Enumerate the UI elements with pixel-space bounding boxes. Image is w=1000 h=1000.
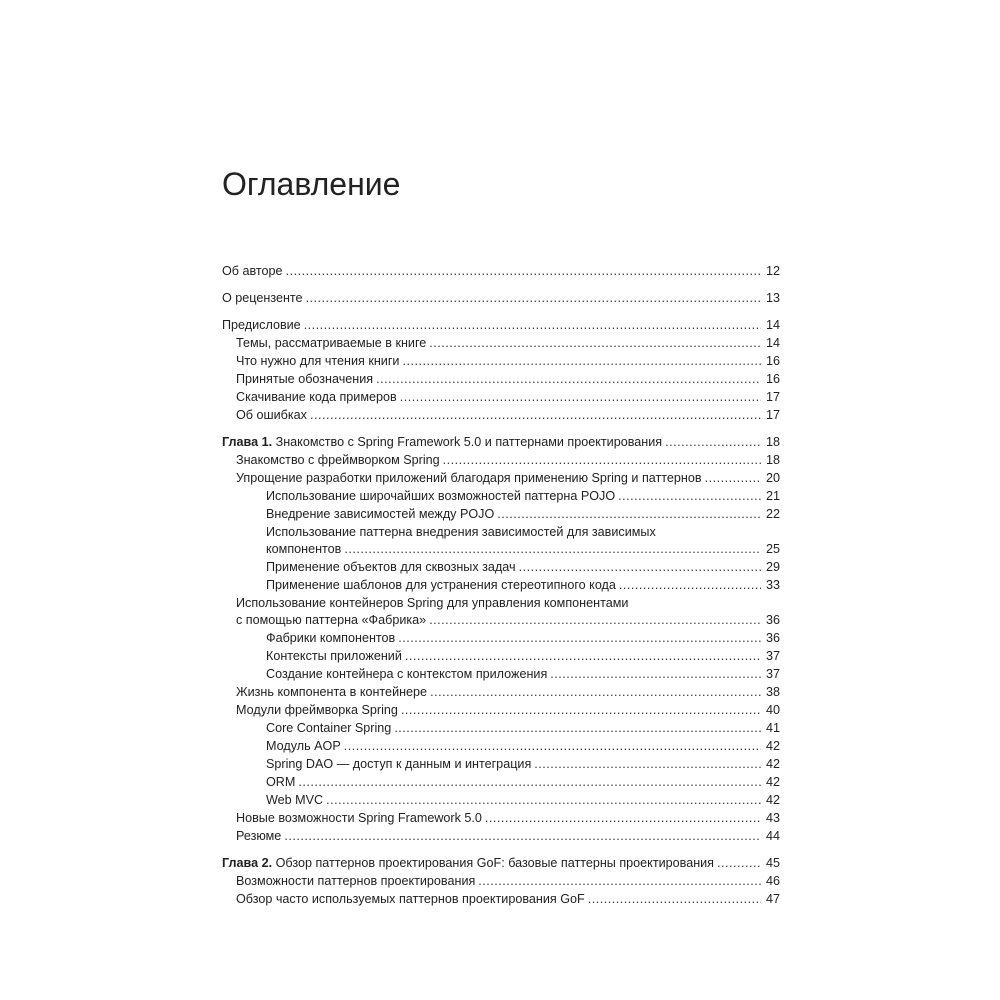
- toc-entry: [222, 629, 780, 647]
- toc-leader: [705, 469, 761, 487]
- toc-entry-title: Применение объектов для сквозных задач: [266, 560, 516, 574]
- toc-entry: [222, 334, 780, 352]
- toc-entry-page: 21: [765, 489, 780, 503]
- toc-leader: [402, 352, 761, 370]
- toc-entry-title: Жизнь компонента в контейнере: [236, 685, 428, 699]
- toc-entry: [222, 289, 780, 307]
- chapter-label: Глава 2.: [222, 856, 273, 870]
- toc-entry-title: Создание контейнера с контекстом приложения: [266, 667, 548, 681]
- toc-entry: [222, 791, 780, 809]
- toc-chapter-entry: [222, 433, 780, 451]
- toc-leader: [443, 451, 761, 469]
- toc-leader: [304, 316, 761, 334]
- toc-entry-page: 18: [765, 435, 780, 449]
- toc-entry-title: Core Container Spring: [266, 721, 392, 735]
- toc-entry-title: Возможности паттернов проектирования: [236, 874, 476, 888]
- toc-entry: [222, 872, 780, 890]
- toc-entry-title: ORM: [266, 775, 296, 789]
- toc-entry-page: 40: [765, 703, 780, 717]
- toc-entry: [222, 370, 780, 388]
- toc-entry-page: 42: [765, 739, 780, 753]
- toc-entry: [222, 505, 780, 523]
- toc-entry-line1: [222, 523, 780, 540]
- page-title: Оглавление: [222, 166, 401, 202]
- toc-entry-title-cont: с помощью паттерна «Фабрика»: [236, 613, 427, 627]
- toc-entry: [222, 683, 780, 701]
- toc-entry: [222, 647, 780, 665]
- toc-entry-page: 38: [765, 685, 780, 699]
- toc-leader: [310, 406, 761, 424]
- toc-entry-page: 29: [765, 560, 780, 574]
- toc-leader: [394, 719, 761, 737]
- toc-leader: [284, 827, 761, 845]
- toc-leader: [429, 334, 761, 352]
- toc-entry: [222, 719, 780, 737]
- toc-entry-page: 13: [765, 291, 780, 305]
- toc-leader: [665, 433, 761, 451]
- toc-leader: [550, 665, 761, 683]
- toc-entry-page: 44: [765, 829, 780, 843]
- toc-entry-page: 16: [765, 354, 780, 368]
- toc-entry-page: 16: [765, 372, 780, 386]
- toc-entry-title: Предисловие: [222, 318, 301, 332]
- toc-entry-title: Темы, рассматриваемые в книге: [236, 336, 427, 350]
- toc-entry: [222, 827, 780, 845]
- toc-entry-page: 42: [765, 775, 780, 789]
- toc-entry-title: Использование контейнеров Spring для управления компонентами: [236, 596, 629, 610]
- toc-entry-page: 18: [765, 453, 780, 467]
- toc-entry-line1: [222, 594, 780, 611]
- toc-entry: [222, 755, 780, 773]
- toc-leader: [400, 388, 761, 406]
- toc-leader: [286, 262, 761, 280]
- toc-entry-page: 42: [765, 757, 780, 771]
- toc-entry: [222, 316, 780, 334]
- toc-entry-title: Фабрики компонентов: [266, 631, 396, 645]
- toc-entry-title: Web MVC: [266, 793, 324, 807]
- toc-chapter-entry: [222, 854, 780, 872]
- toc-leader: [618, 487, 761, 505]
- toc-entry-page: 36: [765, 631, 780, 645]
- toc-entry-title: Принятые обозначения: [236, 372, 374, 386]
- toc-entry-page: 17: [765, 408, 780, 422]
- toc-entry: [222, 773, 780, 791]
- toc-leader: [429, 611, 761, 629]
- toc-entry-title: Скачивание кода примеров: [236, 390, 397, 404]
- toc-leader: [485, 809, 761, 827]
- toc-leader: [344, 540, 761, 558]
- toc-entry: [222, 469, 780, 487]
- toc-entry-title: Что нужно для чтения книги: [236, 354, 400, 368]
- toc-entry-title: Использование паттерна внедрения зависимостей для зависимых: [266, 525, 656, 539]
- toc-entry-page: 14: [765, 318, 780, 332]
- toc-entry-page: 41: [765, 721, 780, 735]
- toc-entry-title: Знакомство с фреймворком Spring: [236, 453, 440, 467]
- toc-entry-page: 42: [765, 793, 780, 807]
- toc-entry-title: Внедрение зависимостей между POJO: [266, 507, 495, 521]
- toc-entry-page: 14: [765, 336, 780, 350]
- toc-entry-page: 33: [765, 578, 780, 592]
- toc-entry-page: 37: [765, 649, 780, 663]
- toc-entry: [222, 406, 780, 424]
- toc-leader: [326, 791, 761, 809]
- toc-entry-line2: [222, 540, 780, 558]
- toc-entry-title: Резюме: [236, 829, 282, 843]
- toc-leader: [344, 737, 761, 755]
- toc-leader: [497, 505, 761, 523]
- toc-entry-page: 20: [765, 471, 780, 485]
- chapter-label: Глава 1.: [222, 435, 273, 449]
- toc-entry-title: Упрощение разработки приложений благодаря применению Spring и паттернов: [236, 471, 702, 485]
- toc-entry-title: О рецензенте: [222, 291, 303, 305]
- toc-leader: [298, 773, 761, 791]
- toc-leader: [376, 370, 761, 388]
- toc-leader: [401, 701, 761, 719]
- toc-entry-title-cont: компонентов: [266, 542, 342, 556]
- toc-leader: [588, 890, 761, 908]
- toc-entry-title: Обзор часто используемых паттернов проектирования GoF: [236, 892, 585, 906]
- toc-entry: [222, 576, 780, 594]
- toc-leader: [398, 629, 761, 647]
- toc-leader: [717, 854, 761, 872]
- toc-entry: [222, 262, 780, 280]
- toc-entry-page: 43: [765, 811, 780, 825]
- toc-entry-title: Новые возможности Spring Framework 5.0: [236, 811, 482, 825]
- toc-entry: [222, 388, 780, 406]
- toc-entry-page: 12: [765, 264, 780, 278]
- toc-entry-page: 36: [765, 613, 780, 627]
- toc-leader: [478, 872, 761, 890]
- toc-entry-page: 37: [765, 667, 780, 681]
- toc-entry: [222, 487, 780, 505]
- toc-entry: [222, 890, 780, 908]
- toc-leader: [534, 755, 761, 773]
- toc-entry-page: 45: [765, 856, 780, 870]
- toc-leader: [430, 683, 761, 701]
- toc-leader: [519, 558, 761, 576]
- chapter-title: Обзор паттернов проектирования GoF: базовые паттерны проектирования: [275, 856, 715, 870]
- toc-entry: [222, 737, 780, 755]
- toc-entry-page: 47: [765, 892, 780, 906]
- toc-entry: [222, 809, 780, 827]
- toc-entry-title: Модули фреймворка Spring: [236, 703, 398, 717]
- toc-entry-page: 22: [765, 507, 780, 521]
- toc-entry: [222, 451, 780, 469]
- toc-entry-title: Применение шаблонов для устранения стереотипного кода: [266, 578, 616, 592]
- toc-leader: [405, 647, 761, 665]
- toc-leader: [619, 576, 761, 594]
- toc-entry-title: Контексты приложений: [266, 649, 402, 663]
- toc-entry: [222, 665, 780, 683]
- toc-entry-page: 46: [765, 874, 780, 888]
- toc-entry-title: Spring DAO — доступ к данным и интеграция: [266, 757, 532, 771]
- toc-entry-title: [222, 433, 662, 451]
- toc-entry-page: 25: [765, 542, 780, 556]
- toc-entry-title: Модуль AOP: [266, 739, 341, 753]
- toc-entry-page: 17: [765, 390, 780, 404]
- chapter-title: Знакомство с Spring Framework 5.0 и паттернами проектирования: [275, 435, 663, 449]
- toc-entry-title: [222, 854, 714, 872]
- toc-leader: [306, 289, 761, 307]
- table-of-contents: [222, 262, 780, 908]
- toc-entry: [222, 701, 780, 719]
- toc-entry: [222, 558, 780, 576]
- toc-entry-line2: [222, 611, 780, 629]
- toc-entry-title: Использование широчайших возможностей паттерна POJO: [266, 489, 616, 503]
- toc-entry-title: Об авторе: [222, 264, 283, 278]
- toc-entry-title: Об ошибках: [236, 408, 307, 422]
- toc-entry: [222, 352, 780, 370]
